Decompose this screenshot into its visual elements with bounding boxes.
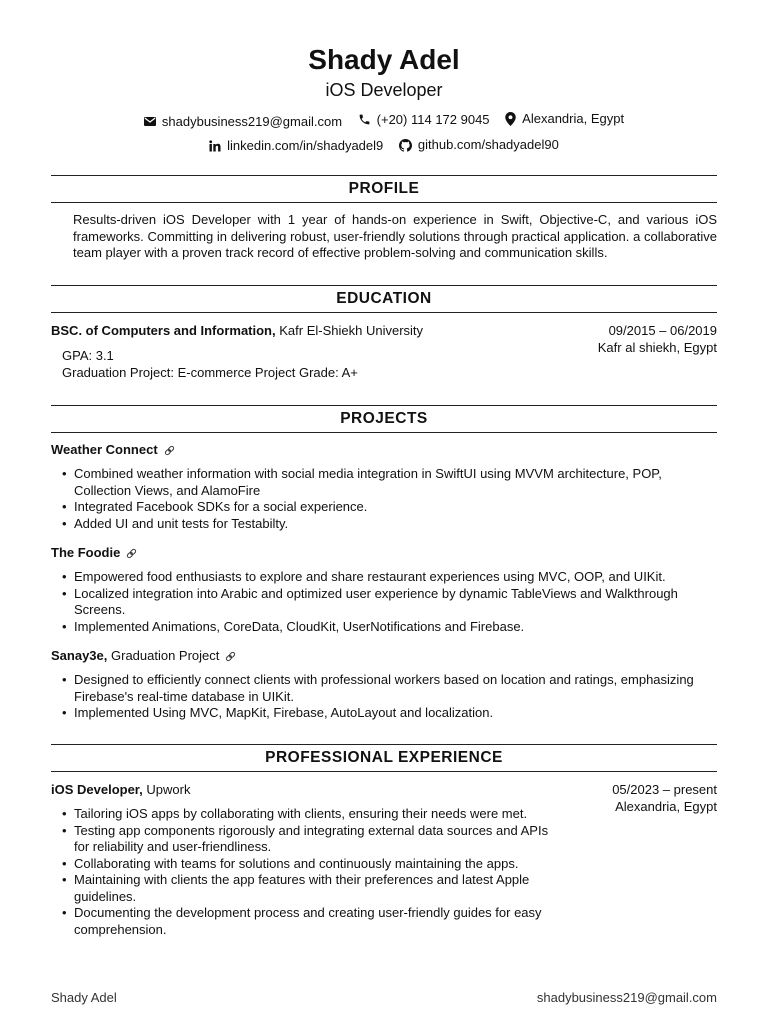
footer-name: Shady Adel xyxy=(51,990,117,1005)
map-pin-icon xyxy=(505,112,516,126)
section-heading-education: EDUCATION xyxy=(51,285,717,313)
education-gpa: GPA: 3.1 xyxy=(62,348,114,363)
education-details xyxy=(62,348,358,381)
education-dates: 09/2015 – 06/2019 xyxy=(608,323,717,338)
experience-bullets xyxy=(61,806,561,938)
list-item: • Collaborating with teams for solutions and continuously maintaining the apps. xyxy=(61,856,561,873)
education-project: Graduation Project: E-commerce Project Grade: A+ xyxy=(62,364,358,380)
link-icon[interactable] xyxy=(126,548,137,559)
project-bullets-the-foodie xyxy=(61,569,701,635)
list-item: • Implemented Using MVC, MapKit, Firebase, AutoLayout and localization. xyxy=(61,705,717,722)
phone-icon xyxy=(358,113,371,126)
list-item: • Testing app components rigorously and integrating external data sources and APIs for reliability and user-friendliness. xyxy=(61,823,561,856)
experience-title xyxy=(51,782,190,799)
location-contact xyxy=(505,110,624,128)
section-heading-experience: PROFESSIONAL EXPERIENCE xyxy=(51,744,717,772)
footer-email: shadybusiness219@gmail.com xyxy=(536,990,717,1005)
list-item: • Tailoring iOS apps by collaborating with clients, ensuring their needs were met. xyxy=(61,806,561,823)
email-text: shadybusiness219@gmail.com xyxy=(161,113,343,129)
candidate-title: iOS Developer xyxy=(325,80,443,100)
profile-summary: Results-driven iOS Developer with 1 year of hands-on experience in Swift, Objective-C, and various iOS frameworks. Committing in delivering robust, user-friendly solutions through practical application. a collaborative team player with a proven track record of effective problem-solving and communication skills. xyxy=(73,212,717,260)
list-item: • Added UI and unit tests for Testabilty. xyxy=(61,516,691,533)
github-contact[interactable] xyxy=(399,136,559,154)
phone-text: (+20) 114 172 9045 xyxy=(376,111,490,127)
github-text: github.com/shadyadel90 xyxy=(417,137,559,152)
linkedin-text: linkedin.com/in/shadyadel9 xyxy=(227,137,384,153)
envelope-icon xyxy=(144,117,156,126)
project-title-sanay3e[interactable] xyxy=(51,648,236,665)
project-title-the-foodie[interactable] xyxy=(51,545,137,562)
link-icon[interactable] xyxy=(164,445,175,456)
section-heading-profile: PROFILE xyxy=(51,175,717,203)
contact-row-secondary xyxy=(0,136,768,157)
list-item: • Documenting the development process and creating user-friendly guides for easy comprehension. xyxy=(61,905,561,938)
list-item: • Integrated Facebook SDKs for a social experience. xyxy=(61,499,691,516)
linkedin-contact[interactable] xyxy=(209,137,383,155)
github-icon xyxy=(399,139,412,152)
experience-location: Alexandria, Egypt xyxy=(615,799,717,814)
list-item: • Maintaining with clients the app features with their preferences and latest Apple guidelines. xyxy=(61,872,561,905)
section-heading-projects: PROJECTS xyxy=(51,405,717,433)
email-contact[interactable] xyxy=(144,113,342,131)
project-name: Sanay3e, xyxy=(51,648,108,663)
experience-company: Upwork xyxy=(146,782,191,797)
phone-contact[interactable] xyxy=(358,111,490,129)
list-item: • Localized integration into Arabic and optimized user experience by dynamic TableViews and Walkthrough Screens. xyxy=(61,586,701,619)
education-degree: BSC. of Computers and Information, xyxy=(51,323,276,338)
project-bullets-sanay3e xyxy=(61,672,717,722)
link-icon[interactable] xyxy=(225,651,236,662)
list-item: • Combined weather information with social media integration in SwiftUI using MVVM architecture, POP, Collection Views, and AlamoFire xyxy=(61,466,691,499)
project-bullets-weather-connect xyxy=(61,466,691,532)
experience-dates: 05/2023 – present xyxy=(612,782,717,797)
linkedin-icon xyxy=(209,140,221,152)
contact-row-primary xyxy=(0,110,768,131)
education-title xyxy=(51,323,423,340)
location-text: Alexandria, Egypt xyxy=(522,111,625,126)
education-school: Kafr El-Shiekh University xyxy=(279,323,424,338)
project-name: The Foodie xyxy=(51,545,121,560)
candidate-name: Shady Adel xyxy=(308,44,460,75)
experience-role: iOS Developer, xyxy=(51,782,143,797)
list-item: • Empowered food enthusiasts to explore and share restaurant experiences using MVC, OOP, and UIKit. xyxy=(61,569,701,586)
project-subtitle: Graduation Project xyxy=(111,648,220,663)
project-name: Weather Connect xyxy=(51,442,158,457)
list-item: • Designed to efficiently connect clients with professional workers based on location and ratings, emphasizing Firebase's real-time database in UIKit. xyxy=(61,672,717,705)
project-title-weather-connect[interactable] xyxy=(51,442,175,459)
education-location: Kafr al shiekh, Egypt xyxy=(597,340,717,355)
list-item: • Implemented Animations, CoreData, CloudKit, UserNotifications and Firebase. xyxy=(61,619,701,636)
